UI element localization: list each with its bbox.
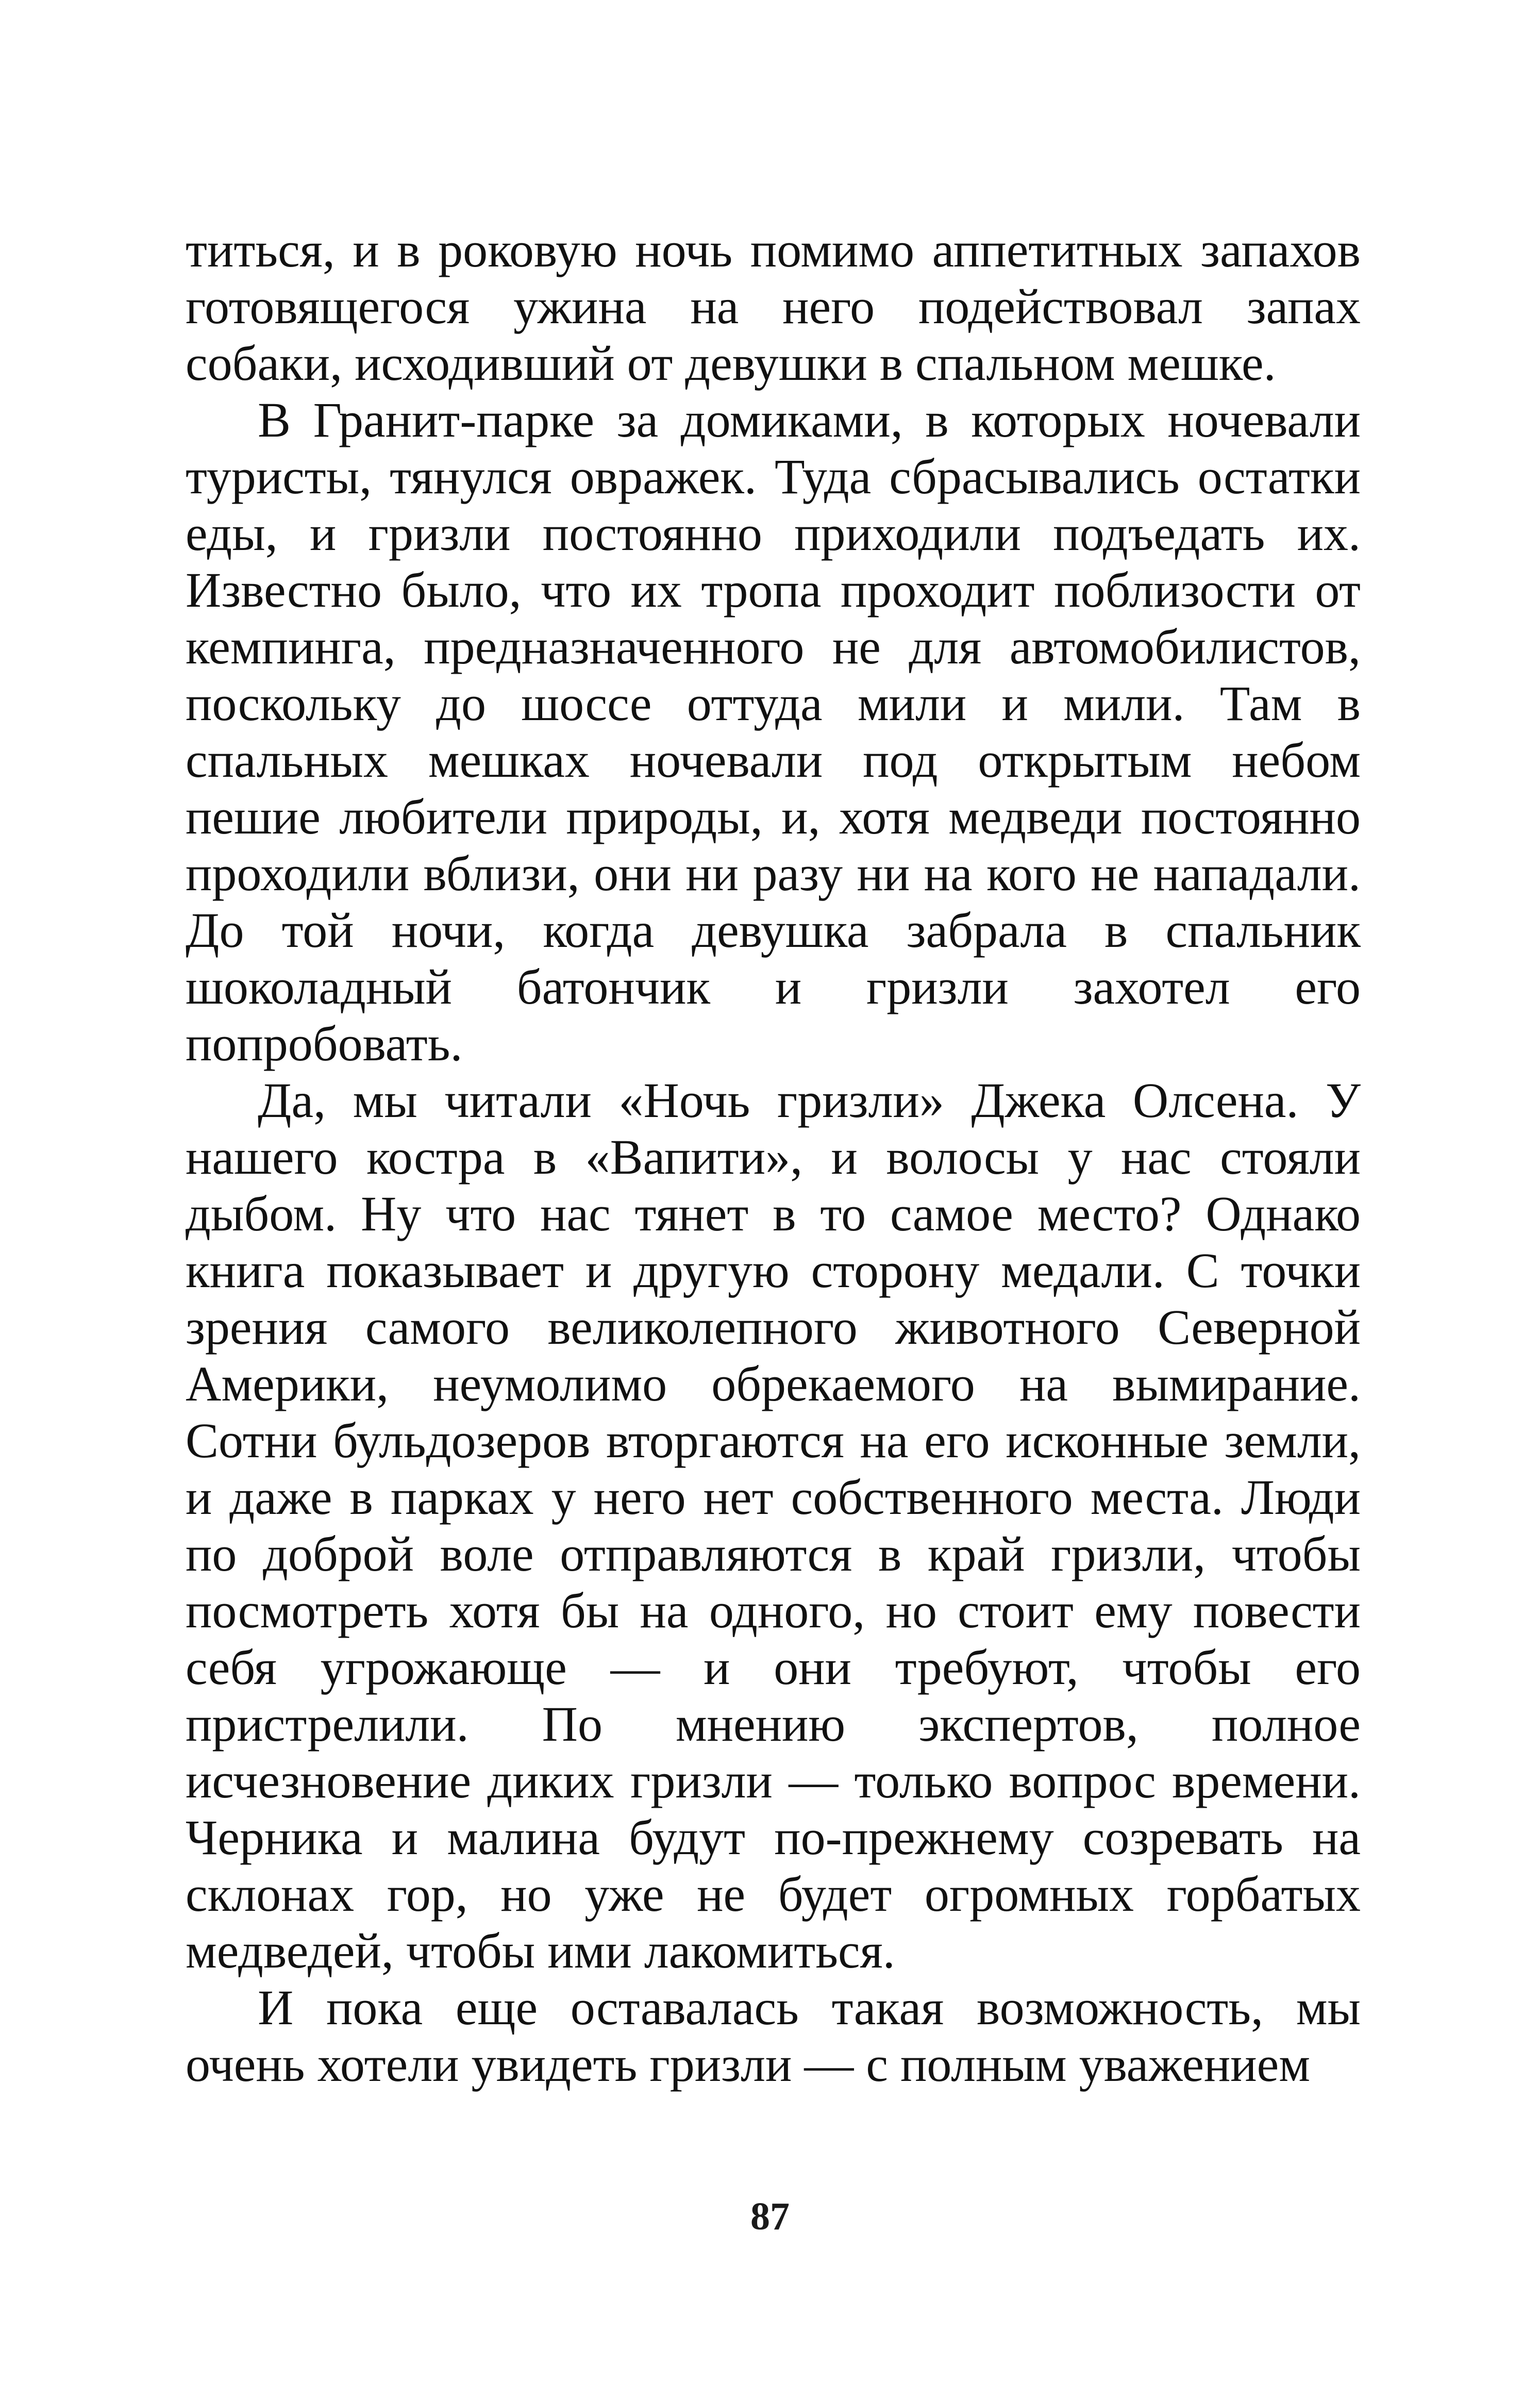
body-text [186,222,1361,2093]
paragraph-last: И пока еще оставалась такая возможность, мы очень хотели увидеть гризли — с полным уважением [186,1980,1361,2092]
page-number: 87 [750,2195,790,2238]
paragraph-night-of-grizzly: Да, мы читали «Ночь гризли» Джека Олсена. У нашего костра в «Вапити», и волосы у нас стояли дыбом. Ну что нас тянет в то самое место? Однако книга показывает и другую сторону медали. С точки зрения самого великолепного животного Северной Америки, неумолимо обрекаемого на вымирание. Сотни бульдозеров вторгаются на его исконные земли, и даже в парках у него нет собственного места. Люди по доброй воле отправляются в край гризли, чтобы посмотреть хотя бы на одного, но стоит ему повести себя угрожающе — и они требуют, чтобы его пристрелили. По мнению экспертов, полное исчезновение диких гризли — только вопрос времени. Черника и малина будут по-прежнему созревать на склонах гор, но уже не будет огромных горбатых медведей, чтобы ими лакомиться. [186,1073,1361,1978]
paragraph-continuation: титься, и в роковую ночь помимо аппетитных запахов готовящегося ужина на него подействовал запах собаки, исходивший от девушки в спальном мешке. [186,222,1361,391]
paragraph-granite-park: В Гранит-парке за домиками, в которых ночевали туристы, тянулся овражек. Туда сбрасывались остатки еды, и гризли постоянно приходили подъедать их. Известно было, что их тропа проходит поблизости от кемпинга, предназначенного не для автомобилистов, поскольку до шоссе оттуда мили и мили. Там в спальных мешках ночевали под открытым небом пешие любители природы, и, хотя медведи постоянно проходили вблизи, они ни разу ни на кого не нападали. До той ночи, когда девушка забрала в спальник шоколадный батончик и гризли захотел его попробовать. [186,392,1361,1071]
